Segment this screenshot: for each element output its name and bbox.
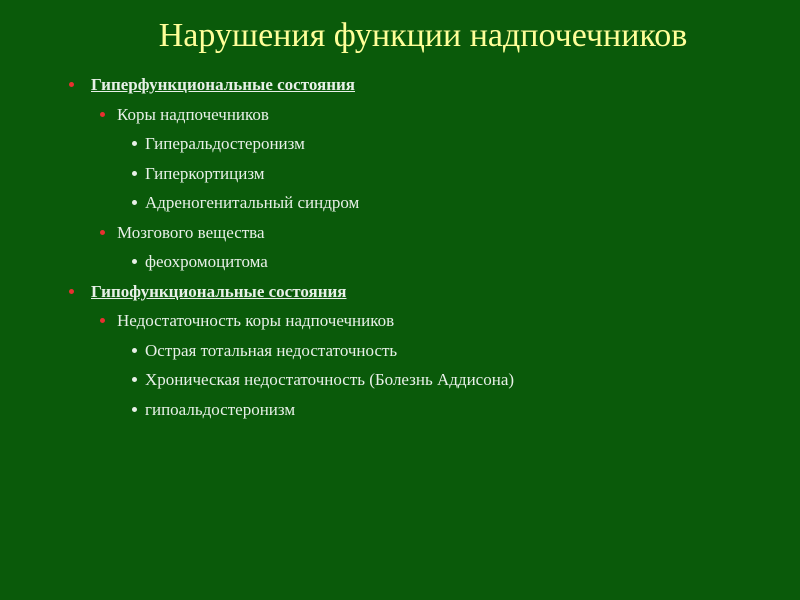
bullet-icon (100, 230, 105, 235)
list-item: Острая тотальная недостаточность (145, 341, 398, 360)
list-item: Гиперальдостеронизм (145, 134, 305, 153)
bullet-icon (132, 200, 137, 205)
list-item: феохромоцитома (145, 252, 268, 271)
bullet-icon (100, 112, 105, 117)
group-label-insufficiency: Недостаточность коры надпочечников (117, 311, 395, 330)
section-heading-hypofunction: Гипофункциональные состояния (91, 282, 347, 301)
slide-title: Нарушения функции надпочечников (158, 17, 688, 54)
section-heading-hyperfunction: Гиперфункциональные состояния (91, 75, 355, 94)
bullet-icon (132, 407, 137, 412)
list-item: Гиперкортицизм (145, 164, 265, 183)
bullet-icon (69, 289, 74, 294)
bullet-icon (69, 82, 74, 87)
bullet-icon (100, 318, 105, 323)
bullet-icon (132, 171, 137, 176)
group-label-cortex: Коры надпочечников (117, 105, 269, 124)
bullet-icon (132, 348, 137, 353)
bullet-icon (132, 141, 137, 146)
list-item: Хроническая недостаточность (Болезнь Аддисона) (145, 370, 515, 389)
list-item: Адреногенитальный синдром (145, 193, 360, 212)
group-label-medulla: Мозгового вещества (117, 223, 265, 242)
list-item: гипоальдостеронизм (145, 400, 296, 419)
bullet-icon (132, 377, 137, 382)
bullet-icon (132, 259, 137, 264)
